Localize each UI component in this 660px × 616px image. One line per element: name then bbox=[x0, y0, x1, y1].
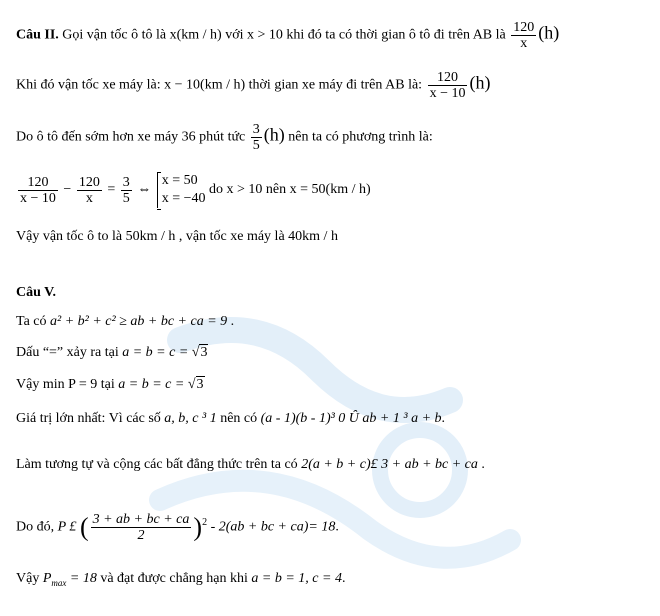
q5-heading: Câu V. bbox=[16, 285, 56, 300]
text: Dấu “=” xảy ra tại bbox=[16, 345, 123, 360]
q5-line-3 bbox=[16, 376, 648, 394]
text: Vậy bbox=[16, 571, 43, 586]
formula: a = b = 1, c = 4 bbox=[251, 571, 342, 586]
q2-line-5 bbox=[16, 228, 648, 246]
formula: x(km / h) bbox=[169, 27, 222, 43]
fraction: $\frac{3}{5}$ bbox=[252, 122, 260, 153]
q5-line-4 bbox=[16, 410, 648, 428]
unit: (h) bbox=[263, 124, 285, 145]
text: thời gian xe máy đi trên AB là: bbox=[245, 77, 426, 93]
formula: min P = 9 bbox=[42, 377, 98, 392]
text: Do ô tô đến sớm hơn xe máy 36 phút tức bbox=[16, 129, 249, 145]
formula: 40km / h bbox=[288, 229, 338, 244]
q5-line-5 bbox=[16, 456, 648, 474]
formula: a = b = c = bbox=[122, 345, 192, 360]
text: nên bbox=[262, 182, 290, 198]
q2-heading: Câu II. bbox=[16, 27, 59, 43]
formula: a = b = c = bbox=[118, 377, 188, 392]
sqrt-sign: √ bbox=[191, 345, 200, 360]
text: Vậy vận tốc ô to là bbox=[16, 229, 126, 244]
operator: − bbox=[59, 182, 75, 198]
formula: P £ bbox=[57, 519, 80, 535]
q5-line-2 bbox=[16, 344, 648, 362]
q5-line-7 bbox=[16, 570, 648, 592]
sqrt-value: 3 bbox=[196, 377, 204, 392]
text: Khi đó vận tốc xe máy là: bbox=[16, 77, 165, 93]
formula: x > 10 bbox=[226, 182, 263, 198]
text: . bbox=[477, 457, 485, 472]
fraction: $\frac{120}{x - 10}$ bbox=[20, 174, 56, 206]
formula: x = 50(km / h) bbox=[289, 182, 371, 198]
formula: a² + b² + c² ≥ ab + bc + ca = 9 bbox=[50, 314, 228, 329]
text: . bbox=[227, 314, 235, 329]
fraction: $\frac{3}{5}$ bbox=[122, 174, 130, 206]
case-1: x = 50 bbox=[161, 173, 198, 188]
formula: a, b, c ³ 1 bbox=[164, 411, 217, 426]
text: nên có bbox=[216, 411, 261, 426]
formula: x > 10 bbox=[247, 27, 283, 43]
text: . bbox=[341, 571, 346, 586]
text: tại bbox=[97, 377, 119, 392]
text: . bbox=[335, 519, 339, 535]
formula: x − 10(km / h) bbox=[164, 77, 246, 93]
text: nên ta có phương trình là: bbox=[284, 129, 433, 145]
sqrt-value: 3 bbox=[200, 345, 208, 360]
formula: P bbox=[42, 571, 52, 586]
q5-line-6 bbox=[16, 512, 648, 543]
text: Làm tương tự và cộng các bất đẳng thức trên ta có bbox=[16, 457, 302, 472]
subscript: max bbox=[51, 577, 67, 588]
fraction: $\frac{120}{x}$ bbox=[78, 174, 100, 206]
fraction: $\frac{120}{x}$ bbox=[513, 20, 535, 51]
operator: ⇔ bbox=[133, 182, 155, 198]
fraction: $\frac{120}{x - 10}$ bbox=[429, 70, 466, 101]
formula: 2(a + b + c)£ 3 + ab + bc + ca bbox=[301, 457, 478, 472]
q2-line-1 bbox=[16, 20, 648, 51]
q2-line-4 bbox=[16, 172, 648, 208]
unit: (h) bbox=[469, 72, 491, 93]
formula: - 2(ab + bc + ca)= 18 bbox=[207, 519, 336, 535]
case-2: x = −40 bbox=[161, 191, 206, 206]
exponent: 2 bbox=[202, 517, 208, 529]
text: Gọi vận tốc ô tô là bbox=[58, 27, 170, 43]
text: với bbox=[221, 27, 248, 43]
q2-line-2 bbox=[16, 70, 648, 101]
operator: = bbox=[103, 182, 119, 198]
left-paren: ( bbox=[79, 512, 89, 542]
case-bracket bbox=[157, 172, 206, 208]
text: Do đó, bbox=[16, 519, 58, 535]
unit: (h) bbox=[538, 22, 560, 43]
formula: = 18 bbox=[66, 571, 97, 586]
text: Giá trị lớn nhất: Vì các số bbox=[16, 411, 165, 426]
q2-line-3 bbox=[16, 122, 648, 153]
text: và đạt được chẳng hạn khi bbox=[96, 571, 252, 586]
text: do bbox=[205, 182, 227, 198]
text: Ta có bbox=[16, 314, 51, 329]
formula: 50km / h bbox=[125, 229, 176, 244]
fraction: $\frac{3 + ab + bc + ca}{2}$ bbox=[92, 512, 190, 543]
formula: (a - 1)(b - 1)³ 0 Û ab + 1 ³ a + b bbox=[260, 411, 442, 426]
right-paren: ) bbox=[193, 512, 203, 542]
sqrt-sign: √ bbox=[187, 377, 196, 392]
text: Vậy bbox=[16, 377, 43, 392]
text: . bbox=[441, 411, 446, 426]
text: khi đó ta có thời gian ô tô đi trên AB là bbox=[282, 27, 510, 43]
text: , vận tốc xe máy là bbox=[175, 229, 289, 244]
q5-line-1 bbox=[16, 313, 648, 331]
